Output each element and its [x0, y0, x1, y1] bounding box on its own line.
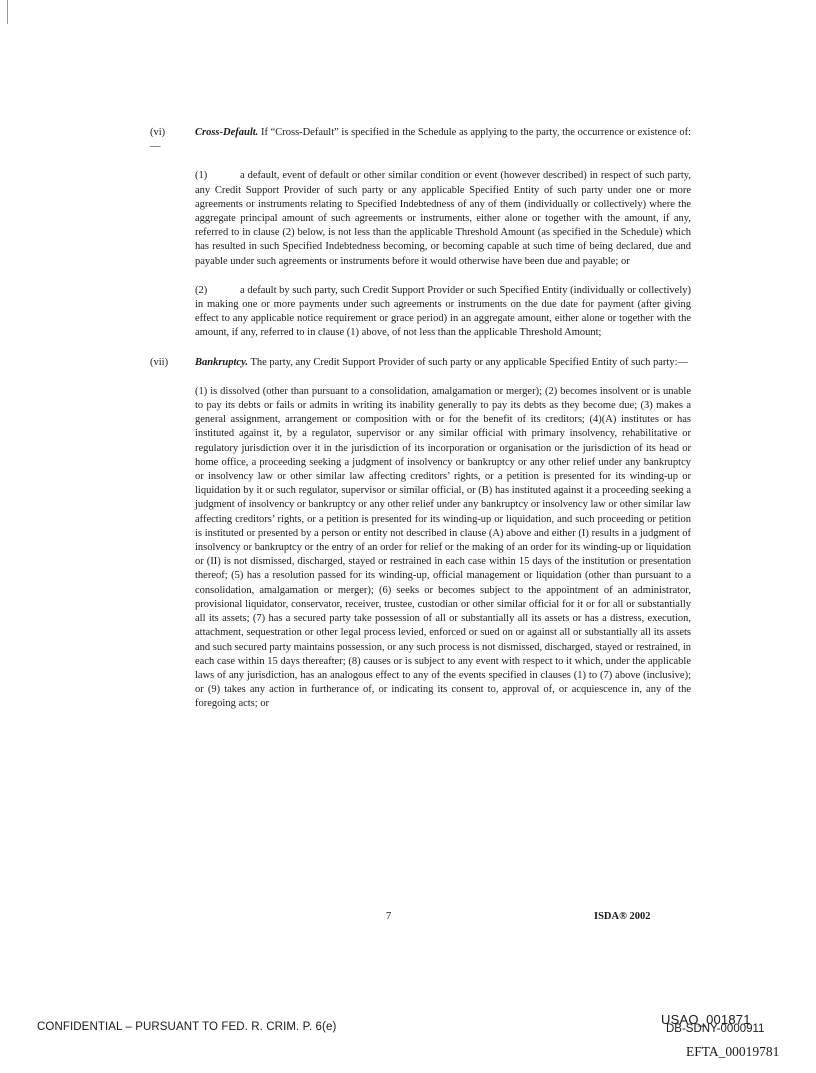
section-vii-number: (vii): [150, 356, 169, 368]
bates-efta: EFTA_00019781: [686, 1044, 780, 1059]
clause-2-number: (2): [195, 284, 208, 296]
clause-1-text: a default, event of default or other similar condition or event (however described) in respect of such party, any Credit Support Provider of such party or any applicable Specified Entity of such party under one or more agreements or instruments relating to Specified Indebtedness of any of them (individually or collectively) where the aggregate principal amount of such agreements or instruments, either alone or together with the amount, if any, referred to in clause (2) below, is not less than the applicable Threshold Amount (as specified in the Schedule) which has resulted in such Specified Indebtedness becoming, or becoming capable at such time of being declared, due and payable under such agreements or instruments before it would otherwise have been due and payable; or: [195, 170, 691, 267]
bates-usao: USAO_001871: [661, 1012, 751, 1027]
clause-2-text: a default by such party, such Credit Support Provider or such Specified Entity (individually or collectively) in making one or more payments under such agreements or instruments on the due date for payment (after giving effect to any applicable notice requirement or grace period) in an aggregate amount, either alone or together with the amount, if any, referred to in clause (1) above, of not less than the applicable Threshold Amount;: [195, 284, 691, 339]
section-vii-body: (1) is dissolved (other than pursuant to a consolidation, amalgamation or merger); (2) becomes insolvent or is unable to pay its debts or fails or admits in writing its inability generally to pay its debts as they become due; (3) makes a general assignment, arrangement or composition with or for the benefit of its creditors; (4)(A) institutes or has instituted against it, by a regulator, supervisor or any similar official with primary insolvency, rehabilitative or regulatory jurisdiction over it in the jurisdiction of its incorporation or organisation or the jurisdiction of its head or home office, a proceeding seeking a judgment of insolvency or bankruptcy or any other relief under any bankruptcy or insolvency law or other similar law affecting creditors’ rights, or a petition is presented for its winding-up or liquidation by it or such regulator, supervisor or similar official, or (B) has instituted against it a proceeding seeking a judgment of insolvency or bankruptcy or any other relief under any bankruptcy or insolvency law or other similar law affecting creditors’ rights, or a petition is presented for its winding-up or liquidation, and such proceeding or petition is instituted or presented by a person or entity not described in clause (A) above and either (I) results in a judgment of insolvency or bankruptcy or the entry of an order for relief or the making of an order for its winding-up or liquidation or (II) is not dismissed, discharged, stayed or restrained in each case within 15 days of the institution or presentation thereof; (5) has a resolution passed for its winding-up, official management or liquidation (other than pursuant to a consolidation, amalgamation or merger); (6) seeks or becomes subject to the appointment of an administrator, provisional liquidator, conservator, receiver, trustee, custodian or other similar official for it or for all or substantially all its assets; (7) has a secured party take possession of all or substantially all its assets or has a distress, execution, attachment, sequestration or other legal process levied, enforced or sued on or against all or substantially all its assets and such secured party maintains possession, or any such process is not dismissed, discharged, stayed or restrained, in each case within 15 days thereafter; (8) causes or is subject to any event with respect to it which, under the applicable laws of any jurisdiction, has an analogous effect to any of the events specified in clauses (1) to (7) above (inclusive); or (9) takes any action in furtherance of, or indicating its consent to, approval of, or acquiescence in, any of the foregoing acts; or: [195, 385, 691, 710]
clause-1-number: (1): [195, 170, 208, 182]
section-vii-heading: Bankruptcy.: [195, 356, 248, 368]
page-number: 7: [386, 911, 392, 922]
scan-edge-mark: [7, 0, 8, 24]
footer-brand: ISDA® 2002: [594, 911, 651, 922]
section-vi-clause-1: [195, 169, 691, 268]
section-vii-intro-text: The party, any Credit Support Provider of such party or any applicable Specified Entity of such party:—: [250, 356, 689, 368]
bates-db: DB-SDNY-0000911: [666, 1023, 765, 1035]
section-vii-intro: [150, 356, 691, 370]
section-vi-number: (vi): [150, 127, 166, 138]
section-vi-intro: [150, 126, 691, 154]
section-vi-intro-text: If “Cross-Default” is specified in the Schedule as applying to the party, the occurrence or existence of:—: [150, 127, 692, 153]
confidential-notice: CONFIDENTIAL – PURSUANT TO FED. R. CRIM. P. 6(e): [37, 1021, 337, 1033]
document-body: [150, 126, 691, 712]
section-vi-clause-2: [195, 284, 691, 341]
section-vi-heading: Cross-Default.: [195, 127, 259, 138]
